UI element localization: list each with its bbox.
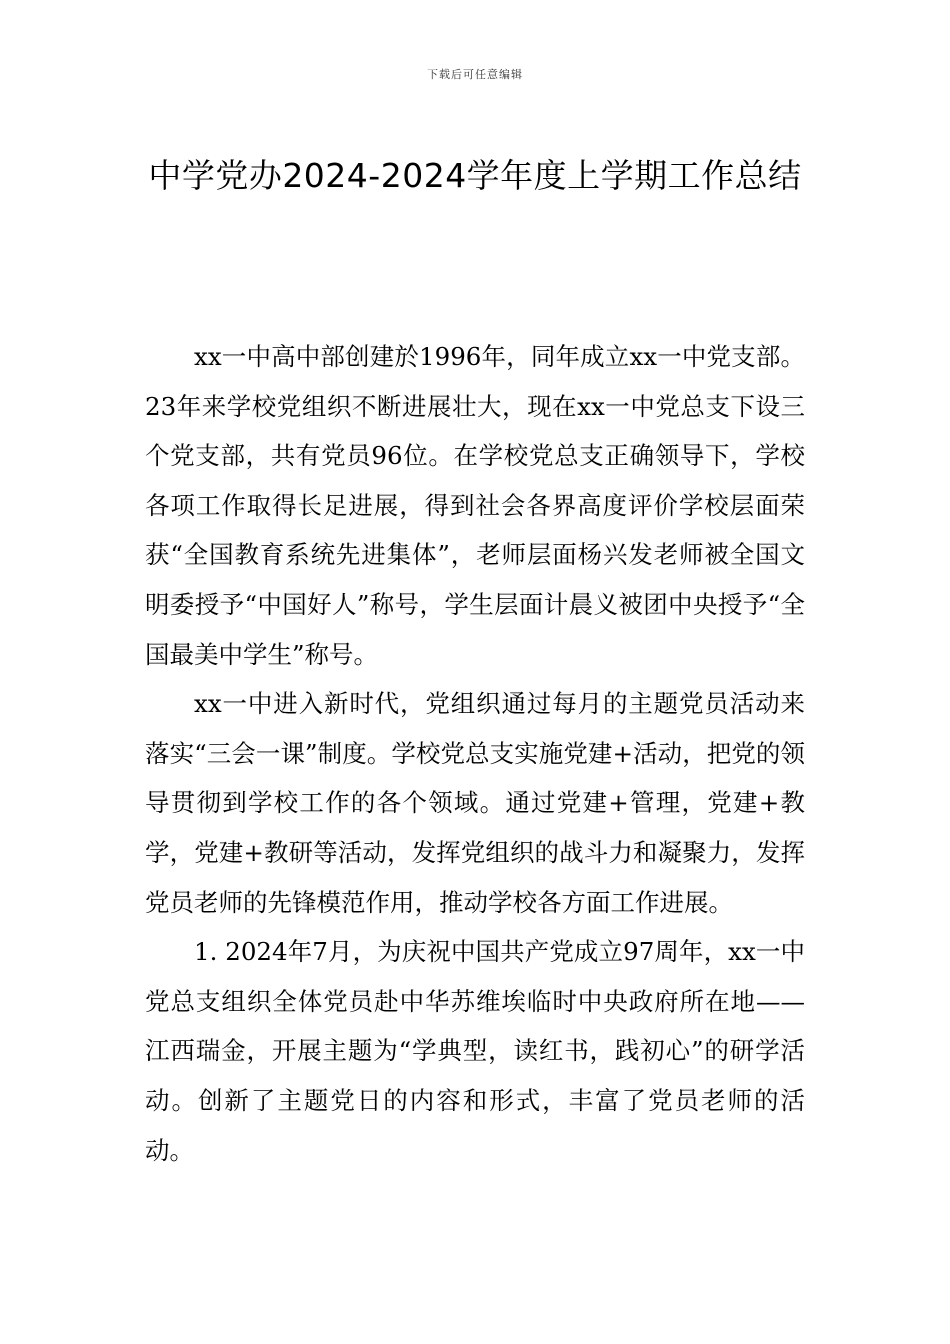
header-note: 下载后可任意编辑: [427, 68, 523, 81]
paragraph-2: xx一中进入新时代，党组织通过每月的主题党员活动来落实“三会一课”制度。学校党总支实施党建+活动，把党的领导贯彻到学校工作的各个领域。通过党建+管理，党建+教学，党建+教研等活动，发挥党组织的战斗力和凝聚力，发挥党员老师的先锋模范作用，推动学校各方面工作进展。: [145, 689, 805, 917]
document-title: 中学党办2024-2024学年度上学期工作总结: [148, 156, 802, 195]
paragraph-3: 1. 2024年7月，为庆祝中国共产党成立97周年，xx一中党总支组织全体党员赴中华苏维埃临时中央政府所在地——江西瑞金，开展主题为“学典型，读红书，践初心”的研学活动。创新了主题党日的内容和形式，丰富了党员老师的活动。: [145, 937, 805, 1165]
document-body: [145, 332, 805, 1175]
paragraph-1: xx一中高中部创建於1996年，同年成立xx一中党支部。23年来学校党组织不断进展壮大，现在xx一中党总支下设三个党支部，共有党员96位。在学校党总支正确领导下，学校各项工作取得长足进展，得到社会各界高度评价学校层面荣获“全国教育系统先进集体”，老师层面杨兴发老师被全国文明委授予“中国好人”称号，学生层面计晨义被团中央授予“全国最美中学生”称号。: [145, 342, 805, 669]
